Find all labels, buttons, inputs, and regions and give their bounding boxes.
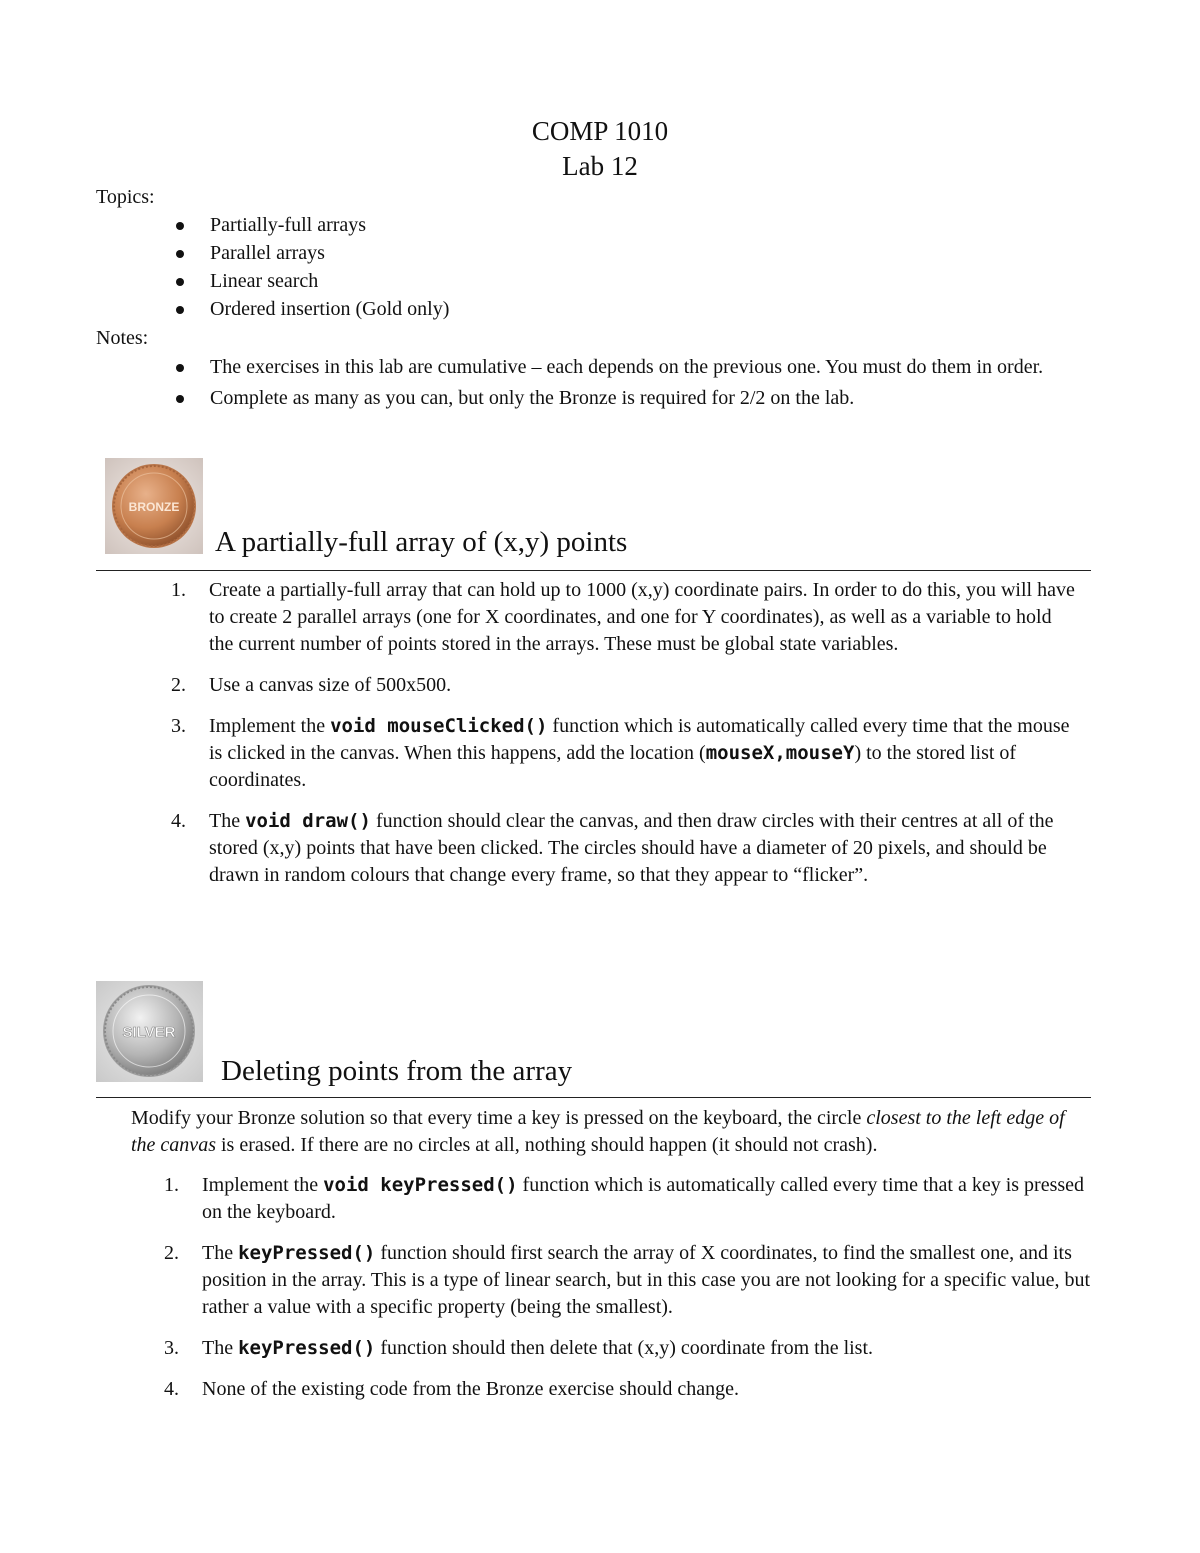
list-item	[171, 808, 1079, 889]
intro-text: is erased. If there are no circles at all, nothing should happen (it should not crash).	[215, 1134, 878, 1156]
step-text: function should then delete that (x,y) coordinate from the list.	[375, 1337, 874, 1359]
step-text: Create a partially-full array that can hold up to 1000 (x,y) coordinate pairs. In order to do this, you will have to create 2 parallel arrays (one for X coordinates, and one for Y coordinates), as well as a variable to hold the current number of points stored in the arrays. These must be global state variables.	[209, 579, 1075, 655]
silver-badge-text: SILVER	[122, 1024, 176, 1041]
silver-medal-icon	[96, 981, 203, 1082]
step-number: 1.	[171, 579, 186, 601]
list-item: Linear search	[172, 268, 1072, 295]
step-text: Use a canvas size of 500x500.	[209, 674, 452, 696]
list-item: Parallel arrays	[172, 240, 1072, 267]
step-number: 4.	[171, 810, 186, 832]
list-item	[164, 1335, 1097, 1362]
step-number: 4.	[164, 1378, 179, 1400]
silver-intro	[131, 1105, 1091, 1159]
bronze-steps	[171, 577, 1079, 903]
step-number: 2.	[164, 1242, 179, 1264]
silver-heading: Deleting points from the array	[221, 1055, 573, 1087]
list-item	[171, 713, 1079, 794]
bronze-badge-text: BRONZE	[128, 500, 180, 514]
code-snippet: void draw()	[245, 810, 371, 832]
intro-emphasis: closest to the left edge of the canvas	[131, 1107, 1065, 1156]
step-text: function which is automatically called every time that a key is pressed on the keyboard.	[202, 1174, 1085, 1223]
step-text: function which is automatically called every time that the mouse is clicked in the canvas. When this happens, add the location (	[209, 715, 1070, 764]
notes-list	[172, 354, 1072, 413]
step-number: 3.	[164, 1337, 179, 1359]
list-item	[164, 1172, 1097, 1226]
list-item	[164, 1240, 1097, 1321]
bronze-divider	[96, 570, 1091, 571]
silver-steps	[164, 1172, 1097, 1417]
step-text: The	[202, 1242, 239, 1264]
list-item	[171, 672, 1079, 699]
list-item	[164, 1376, 1097, 1403]
list-item: Ordered insertion (Gold only)	[172, 296, 1072, 323]
step-text: The	[202, 1337, 239, 1359]
step-text: function should first search the array of X coordinates, to find the smallest one, and its position in the array. This is a type of linear search, but in this case you are not looking for a specific value, but rather a value with a specific property (being the smallest).	[202, 1242, 1091, 1318]
step-number: 1.	[164, 1174, 179, 1196]
intro-text: Modify your Bronze solution so that every time a key is pressed on the keyboard, the circle	[131, 1107, 867, 1129]
bronze-heading: A partially-full array of (x,y) points	[215, 526, 628, 558]
step-text: The	[209, 810, 246, 832]
silver-divider	[96, 1097, 1091, 1098]
step-number: 3.	[171, 715, 186, 737]
code-snippet: mouseX,mouseY	[705, 742, 855, 764]
step-number: 2.	[171, 674, 186, 696]
step-text: Implement the	[209, 715, 331, 737]
notes-label: Notes:	[96, 327, 149, 349]
topics-label: Topics:	[96, 186, 155, 208]
code-snippet: void keyPressed()	[323, 1174, 518, 1196]
topics-list	[172, 212, 1072, 324]
step-text: None of the existing code from the Bronze exercise should change.	[202, 1378, 740, 1400]
step-text: ) to the stored list of coordinates.	[209, 742, 1017, 791]
bronze-medal-icon	[105, 458, 203, 554]
code-snippet: keyPressed()	[238, 1337, 376, 1359]
list-item	[171, 577, 1079, 658]
list-item: Complete as many as you can, but only the Bronze is required for 2/2 on the lab.	[172, 385, 1072, 412]
step-text: function should clear the canvas, and then draw circles with their centres at all of the stored (x,y) points that have been clicked. The circles should have a diameter of 20 pixels, and should be drawn in random colours that change every frame, so that they appear to “flicker”.	[209, 810, 1054, 886]
lab-title: Lab 12	[562, 151, 638, 181]
code-snippet: keyPressed()	[238, 1242, 376, 1264]
list-item: Partially-full arrays	[172, 212, 1072, 239]
step-text: Implement the	[202, 1174, 324, 1196]
course-title: COMP 1010	[531, 116, 669, 146]
code-snippet: void mouseClicked()	[330, 715, 548, 737]
list-item: The exercises in this lab are cumulative – each depends on the previous one. You must do them in order.	[172, 354, 1072, 381]
